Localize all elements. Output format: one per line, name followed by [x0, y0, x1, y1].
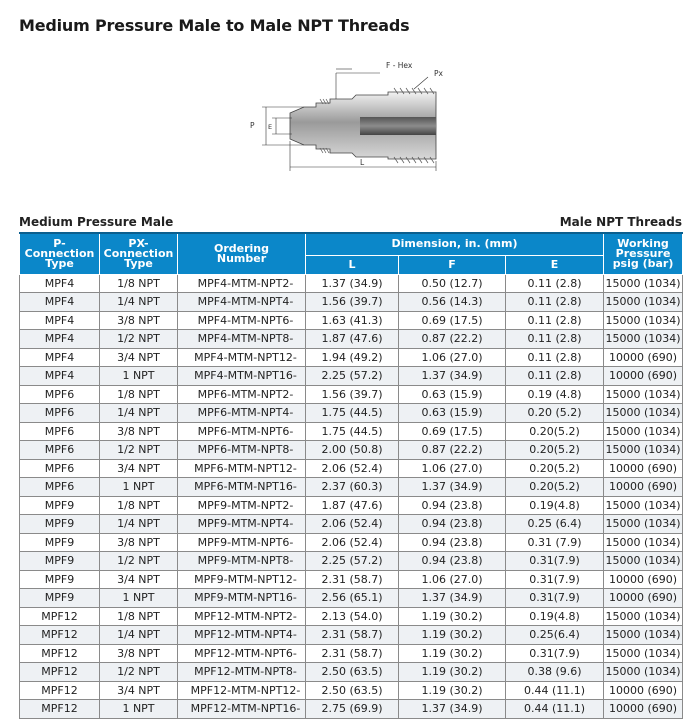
cell-p-connection: MPF6 — [20, 385, 100, 404]
cell-p-connection: MPF6 — [20, 459, 100, 478]
table-row — [20, 533, 683, 552]
cell-dim-e: 0.11 (2.8) — [506, 330, 604, 349]
table-row — [20, 404, 683, 423]
cell-dim-f: 0.94 (23.8) — [399, 515, 506, 534]
cell-working-pressure: 10000 (690) — [604, 367, 683, 386]
cell-working-pressure: 10000 (690) — [604, 589, 683, 608]
cell-p-connection: MPF9 — [20, 533, 100, 552]
cell-working-pressure: 15000 (1034) — [604, 293, 683, 312]
cell-ordering-number: MPF6-MTM-NPT8- — [178, 441, 306, 460]
table-row — [20, 385, 683, 404]
cell-px-connection: 1/2 NPT — [100, 330, 178, 349]
cell-p-connection: MPF4 — [20, 274, 100, 293]
cell-working-pressure: 15000 (1034) — [604, 274, 683, 293]
cell-dim-l: 1.56 (39.7) — [306, 293, 399, 312]
cell-dim-l: 2.06 (52.4) — [306, 459, 399, 478]
cell-dim-f: 0.87 (22.2) — [399, 441, 506, 460]
cell-dim-e: 0.19(4.8) — [506, 607, 604, 626]
cell-ordering-number: MPF9-MTM-NPT8- — [178, 552, 306, 571]
cell-ordering-number: MPF6-MTM-NPT12- — [178, 459, 306, 478]
cell-dim-l: 1.56 (39.7) — [306, 385, 399, 404]
header-f: F — [399, 255, 506, 274]
cell-p-connection: MPF4 — [20, 293, 100, 312]
fitting-diagram — [248, 55, 448, 175]
cell-ordering-number: MPF9-MTM-NPT12- — [178, 570, 306, 589]
cell-dim-e: 0.31(7.9) — [506, 644, 604, 663]
spec-table — [19, 232, 683, 719]
table-row — [20, 441, 683, 460]
table-row — [20, 496, 683, 515]
cell-dim-f: 1.37 (34.9) — [399, 367, 506, 386]
cell-working-pressure: 15000 (1034) — [604, 404, 683, 423]
e-label: E — [268, 123, 273, 131]
cell-dim-e: 0.31(7.9) — [506, 552, 604, 571]
cell-working-pressure: 15000 (1034) — [604, 441, 683, 460]
cell-dim-e: 0.11 (2.8) — [506, 348, 604, 367]
header-px-connection: PX- Connection Type — [100, 233, 178, 274]
cell-px-connection: 3/8 NPT — [100, 533, 178, 552]
cell-p-connection: MPF4 — [20, 311, 100, 330]
cell-px-connection: 1 NPT — [100, 367, 178, 386]
cell-dim-e: 0.19 (4.8) — [506, 385, 604, 404]
cell-px-connection: 3/8 NPT — [100, 644, 178, 663]
cell-working-pressure: 15000 (1034) — [604, 644, 683, 663]
cell-ordering-number: MPF4-MTM-NPT16- — [178, 367, 306, 386]
table-row — [20, 422, 683, 441]
cell-px-connection: 1/8 NPT — [100, 607, 178, 626]
cell-working-pressure: 10000 (690) — [604, 348, 683, 367]
cell-p-connection: MPF9 — [20, 552, 100, 571]
cell-px-connection: 1/2 NPT — [100, 552, 178, 571]
table-row — [20, 330, 683, 349]
cell-ordering-number: MPF9-MTM-NPT4- — [178, 515, 306, 534]
cell-p-connection: MPF6 — [20, 422, 100, 441]
header-e: E — [506, 255, 604, 274]
cell-working-pressure: 15000 (1034) — [604, 626, 683, 645]
px-label: Px — [434, 69, 443, 78]
cell-px-connection: 1/4 NPT — [100, 293, 178, 312]
hex-label: F - Hex — [386, 61, 413, 70]
cell-dim-f: 1.19 (30.2) — [399, 607, 506, 626]
cell-ordering-number: MPF9-MTM-NPT6- — [178, 533, 306, 552]
table-row — [20, 348, 683, 367]
cell-dim-l: 1.87 (47.6) — [306, 496, 399, 515]
table-row — [20, 644, 683, 663]
cell-working-pressure: 15000 (1034) — [604, 515, 683, 534]
cell-dim-f: 0.87 (22.2) — [399, 330, 506, 349]
cell-dim-e: 0.20(5.2) — [506, 422, 604, 441]
cell-px-connection: 1/4 NPT — [100, 404, 178, 423]
cell-dim-l: 2.31 (58.7) — [306, 644, 399, 663]
cell-p-connection: MPF12 — [20, 644, 100, 663]
cell-dim-e: 0.44 (11.1) — [506, 700, 604, 719]
cell-dim-f: 1.19 (30.2) — [399, 681, 506, 700]
cell-dim-f: 1.19 (30.2) — [399, 663, 506, 682]
table-row — [20, 570, 683, 589]
cell-p-connection: MPF9 — [20, 589, 100, 608]
cell-px-connection: 1 NPT — [100, 589, 178, 608]
cell-dim-l: 1.37 (34.9) — [306, 274, 399, 293]
cell-px-connection: 1/4 NPT — [100, 626, 178, 645]
header-ordering-number: Ordering Number — [178, 233, 306, 274]
cell-working-pressure: 10000 (690) — [604, 459, 683, 478]
cell-px-connection: 1/2 NPT — [100, 441, 178, 460]
cell-dim-e: 0.31 (7.9) — [506, 533, 604, 552]
cell-px-connection: 1/8 NPT — [100, 496, 178, 515]
table-row — [20, 274, 683, 293]
cell-ordering-number: MPF6-MTM-NPT4- — [178, 404, 306, 423]
header-working-pressure: Working Pressure psig (bar) — [604, 233, 683, 274]
header-l: L — [306, 255, 399, 274]
cell-dim-l: 1.75 (44.5) — [306, 404, 399, 423]
cell-working-pressure: 10000 (690) — [604, 681, 683, 700]
cell-dim-f: 1.37 (34.9) — [399, 700, 506, 719]
cell-dim-e: 0.11 (2.8) — [506, 367, 604, 386]
cell-px-connection: 3/4 NPT — [100, 459, 178, 478]
cell-dim-l: 2.06 (52.4) — [306, 515, 399, 534]
cell-working-pressure: 15000 (1034) — [604, 422, 683, 441]
cell-dim-l: 1.63 (41.3) — [306, 311, 399, 330]
cell-working-pressure: 15000 (1034) — [604, 330, 683, 349]
cell-ordering-number: MPF6-MTM-NPT6- — [178, 422, 306, 441]
cell-working-pressure: 15000 (1034) — [604, 663, 683, 682]
cell-dim-e: 0.20(5.2) — [506, 459, 604, 478]
cell-dim-e: 0.20(5.2) — [506, 478, 604, 497]
cell-px-connection: 1/2 NPT — [100, 663, 178, 682]
cell-p-connection: MPF12 — [20, 607, 100, 626]
cell-dim-e: 0.19(4.8) — [506, 496, 604, 515]
table-row — [20, 552, 683, 571]
cell-p-connection: MPF9 — [20, 515, 100, 534]
cell-ordering-number: MPF12-MTM-NPT4- — [178, 626, 306, 645]
cell-ordering-number: MPF12-MTM-NPT6- — [178, 644, 306, 663]
cell-dim-f: 0.50 (12.7) — [399, 274, 506, 293]
cell-dim-l: 1.87 (47.6) — [306, 330, 399, 349]
cell-px-connection: 3/4 NPT — [100, 570, 178, 589]
cell-dim-l: 2.31 (58.7) — [306, 570, 399, 589]
cell-dim-l: 2.50 (63.5) — [306, 681, 399, 700]
table-row — [20, 700, 683, 719]
cell-dim-e: 0.31(7.9) — [506, 589, 604, 608]
cell-dim-l: 2.37 (60.3) — [306, 478, 399, 497]
cell-working-pressure: 15000 (1034) — [604, 552, 683, 571]
cell-p-connection: MPF6 — [20, 404, 100, 423]
cell-p-connection: MPF9 — [20, 496, 100, 515]
cell-ordering-number: MPF12-MTM-NPT2- — [178, 607, 306, 626]
cell-working-pressure: 15000 (1034) — [604, 311, 683, 330]
cell-px-connection: 1/8 NPT — [100, 385, 178, 404]
cell-ordering-number: MPF12-MTM-NPT12- — [178, 681, 306, 700]
cell-dim-e: 0.11 (2.8) — [506, 293, 604, 312]
cell-ordering-number: MPF4-MTM-NPT8- — [178, 330, 306, 349]
cell-ordering-number: MPF6-MTM-NPT2- — [178, 385, 306, 404]
cell-p-connection: MPF12 — [20, 626, 100, 645]
table-row — [20, 663, 683, 682]
cell-p-connection: MPF6 — [20, 478, 100, 497]
cell-dim-e: 0.11 (2.8) — [506, 311, 604, 330]
cell-ordering-number: MPF4-MTM-NPT4- — [178, 293, 306, 312]
cell-ordering-number: MPF9-MTM-NPT16- — [178, 589, 306, 608]
cell-dim-l: 2.13 (54.0) — [306, 607, 399, 626]
cell-ordering-number: MPF4-MTM-NPT12- — [178, 348, 306, 367]
cell-dim-f: 1.06 (27.0) — [399, 570, 506, 589]
p-label: P — [250, 121, 255, 130]
cell-dim-f: 0.69 (17.5) — [399, 311, 506, 330]
cell-dim-l: 2.25 (57.2) — [306, 367, 399, 386]
cell-ordering-number: MPF6-MTM-NPT16- — [178, 478, 306, 497]
cell-px-connection: 1 NPT — [100, 700, 178, 719]
cell-ordering-number: MPF12-MTM-NPT8- — [178, 663, 306, 682]
cell-dim-l: 1.94 (49.2) — [306, 348, 399, 367]
cell-working-pressure: 10000 (690) — [604, 570, 683, 589]
cell-working-pressure: 15000 (1034) — [604, 385, 683, 404]
cell-dim-l: 1.75 (44.5) — [306, 422, 399, 441]
header-dimension: Dimension, in. (mm) — [306, 233, 604, 255]
cell-dim-l: 2.31 (58.7) — [306, 626, 399, 645]
section-label-right: Male NPT Threads — [559, 215, 682, 229]
cell-p-connection: MPF4 — [20, 367, 100, 386]
cell-dim-e: 0.25 (6.4) — [506, 515, 604, 534]
table-row — [20, 367, 683, 386]
cell-p-connection: MPF9 — [20, 570, 100, 589]
cell-dim-f: 0.94 (23.8) — [399, 533, 506, 552]
table-row — [20, 478, 683, 497]
spec-table-body — [20, 274, 683, 718]
table-row — [20, 607, 683, 626]
cell-p-connection: MPF4 — [20, 348, 100, 367]
cell-ordering-number: MPF4-MTM-NPT6- — [178, 311, 306, 330]
cell-dim-f: 0.69 (17.5) — [399, 422, 506, 441]
cell-dim-l: 2.56 (65.1) — [306, 589, 399, 608]
cell-ordering-number: MPF4-MTM-NPT2- — [178, 274, 306, 293]
table-row — [20, 681, 683, 700]
cell-dim-f: 0.56 (14.3) — [399, 293, 506, 312]
cell-px-connection: 1/8 NPT — [100, 274, 178, 293]
cell-dim-f: 1.37 (34.9) — [399, 589, 506, 608]
table-row — [20, 515, 683, 534]
cell-px-connection: 3/8 NPT — [100, 422, 178, 441]
cell-p-connection: MPF12 — [20, 700, 100, 719]
cell-dim-f: 0.63 (15.9) — [399, 404, 506, 423]
cell-dim-f: 0.94 (23.8) — [399, 552, 506, 571]
cell-px-connection: 1/4 NPT — [100, 515, 178, 534]
cell-dim-e: 0.31(7.9) — [506, 570, 604, 589]
cell-p-connection: MPF12 — [20, 663, 100, 682]
cell-dim-f: 0.63 (15.9) — [399, 385, 506, 404]
cell-dim-e: 0.25(6.4) — [506, 626, 604, 645]
cell-working-pressure: 10000 (690) — [604, 478, 683, 497]
cell-dim-l: 2.06 (52.4) — [306, 533, 399, 552]
cell-dim-f: 0.94 (23.8) — [399, 496, 506, 515]
cell-p-connection: MPF4 — [20, 330, 100, 349]
cell-dim-e: 0.20 (5.2) — [506, 404, 604, 423]
cell-px-connection: 1 NPT — [100, 478, 178, 497]
cell-p-connection: MPF6 — [20, 441, 100, 460]
cell-dim-e: 0.11 (2.8) — [506, 274, 604, 293]
cell-working-pressure: 15000 (1034) — [604, 607, 683, 626]
cell-dim-f: 1.19 (30.2) — [399, 644, 506, 663]
fitting-bore — [360, 117, 436, 135]
cell-dim-f: 1.37 (34.9) — [399, 478, 506, 497]
cell-working-pressure: 10000 (690) — [604, 700, 683, 719]
cell-dim-l: 2.00 (50.8) — [306, 441, 399, 460]
cell-px-connection: 3/4 NPT — [100, 348, 178, 367]
cell-dim-e: 0.20(5.2) — [506, 441, 604, 460]
cell-dim-l: 2.25 (57.2) — [306, 552, 399, 571]
cell-ordering-number: MPF12-MTM-NPT16- — [178, 700, 306, 719]
page-title: Medium Pressure Male to Male NPT Threads — [19, 16, 410, 35]
l-label: L — [360, 158, 365, 167]
cell-dim-e: 0.44 (11.1) — [506, 681, 604, 700]
cell-p-connection: MPF12 — [20, 681, 100, 700]
cell-dim-f: 1.19 (30.2) — [399, 626, 506, 645]
table-row — [20, 459, 683, 478]
cell-working-pressure: 15000 (1034) — [604, 496, 683, 515]
cell-ordering-number: MPF9-MTM-NPT2- — [178, 496, 306, 515]
cell-working-pressure: 15000 (1034) — [604, 533, 683, 552]
cell-dim-l: 2.50 (63.5) — [306, 663, 399, 682]
cell-dim-l: 2.75 (69.9) — [306, 700, 399, 719]
header-p-connection: P- Connection Type — [20, 233, 100, 274]
cell-px-connection: 3/4 NPT — [100, 681, 178, 700]
cell-dim-f: 1.06 (27.0) — [399, 348, 506, 367]
cell-px-connection: 3/8 NPT — [100, 311, 178, 330]
cell-dim-f: 1.06 (27.0) — [399, 459, 506, 478]
cell-dim-e: 0.38 (9.6) — [506, 663, 604, 682]
table-row — [20, 589, 683, 608]
table-row — [20, 293, 683, 312]
section-label-left: Medium Pressure Male — [19, 215, 174, 229]
table-row — [20, 311, 683, 330]
table-row — [20, 626, 683, 645]
